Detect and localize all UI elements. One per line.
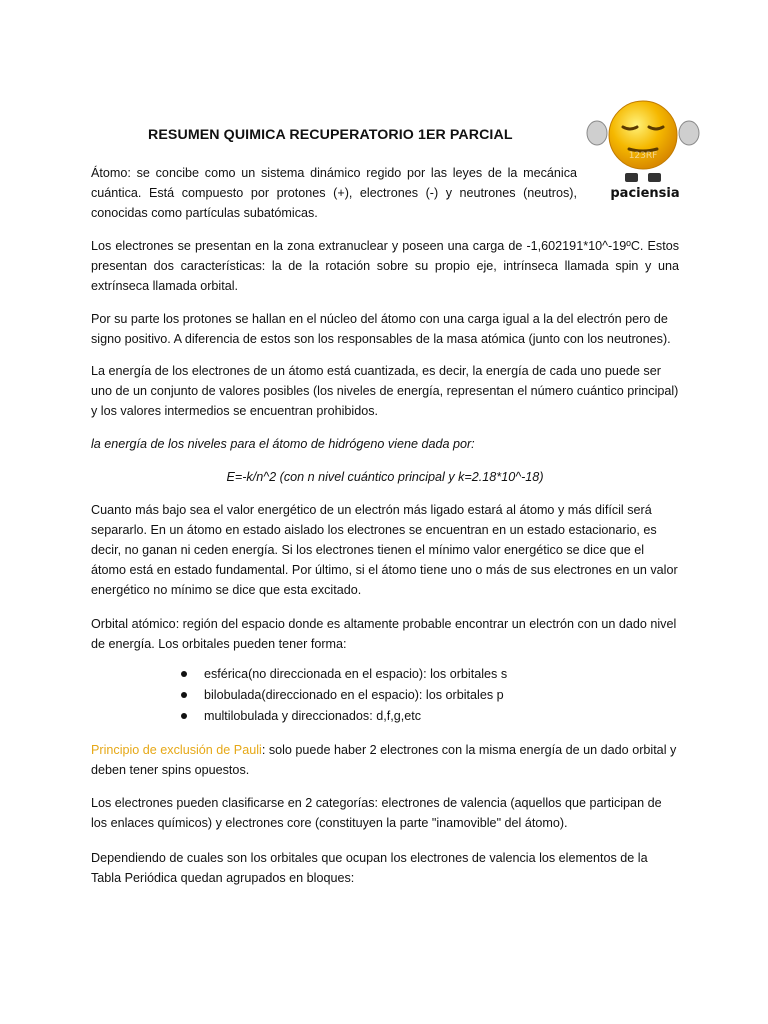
paragraph-energia: La energía de los electrones de un átomo está cuantizada, es decir, la energía de cada uno puede ser uno de un conjunto de valores posibles (los niveles de energía, representan el número cuántico principal) y los valores intermedios se encuentran prohibidos. (91, 364, 679, 418)
paragraph-valor-energetico: Cuanto más bajo sea el valor energético de un electrón más ligado estará al átomo y más difícil será separarlo. En un átomo en estado aislado los electrones se encuentran en un estado estacionario, es decir, no ganan ni ceden energía. Si los electrones tienen el mínimo valor energético se dice que el átomo está en estado fundamental. Por último, si el átomo tiene uno o más de sus electrones en un valor energético no mínimo se dice que esta excitado. (91, 503, 678, 597)
bullet-icon (181, 671, 187, 677)
paragraph-orbital-atomico: Orbital atómico: región del espacio donde es altamente probable encontrar un electrón con un dado nivel de energía. Los orbitales pueden tener forma: (91, 617, 677, 651)
list-item-text: bilobulada(direccionado en el espacio): los orbitales p (204, 688, 504, 702)
pauli-rest-text: : solo puede haber 2 electrones con la misma energía de un dado orbital y deben tener spins opuestos. (91, 743, 677, 777)
paragraph-electrones: Los electrones se presentan en la zona extranuclear y poseen una carga de -1,602191*10^-19ºC. Estos presentan dos características: la de la rotación sobre su propio eje, intrínseca llamada spin y una extrínseca llamada orbital. (91, 239, 679, 293)
paragraph-categorias: Los electrones pueden clasificarse en 2 categorías: electrones de valencia (aquellos que participan de los enlaces químicos) y electrones core (constituyen la parte "inamovible" del átomo). (91, 796, 662, 830)
logo-caption: paciensia (610, 186, 680, 201)
paragraph-pauli (91, 740, 679, 780)
paragraph-atomo: Átomo: se concibe como un sistema dinámico regido por las leyes de la mecánica cuántica. Está compuesto por protones (+), electrones (-) y neutrones (neutros), conocidas como partículas subatómicas. (91, 166, 577, 220)
orbital-shape-list (176, 664, 507, 727)
list-item (176, 685, 507, 706)
bullet-icon (181, 692, 187, 698)
paragraph-energia-niveles: la energía de los niveles para el átomo de hidrógeno viene dada por: (91, 437, 475, 451)
list-item-text: multilobulada y direccionados: d,f,g,etc (204, 709, 422, 723)
pauli-principle-highlight: Principio de exclusión de Pauli (91, 743, 262, 757)
document-title: RESUMEN QUIMICA RECUPERATORIO 1ER PARCIAL (148, 127, 513, 143)
list-item-text: esférica(no direccionada en el espacio): los orbitales s (204, 667, 508, 681)
watermark-text: 123RF (628, 151, 658, 161)
bullet-icon (181, 713, 187, 719)
list-item (176, 664, 507, 685)
list-item (176, 706, 507, 727)
paragraph-protones: Por su parte los protones se hallan en el núcleo del átomo con una carga igual a la del electrón pero de signo positivo. A diferencia de estos son los responsables de la masa atómica (junto con los neutrones). (91, 312, 671, 346)
paragraph-bloques: Dependiendo de cuales son los orbitales que ocupan los electrones de valencia los elementos de la Tabla Periódica quedan agrupados en bloques: (91, 851, 648, 885)
energy-formula: E=-k/n^2 (con n nivel cuántico principal y k=2.18*10^-18) (226, 470, 544, 484)
